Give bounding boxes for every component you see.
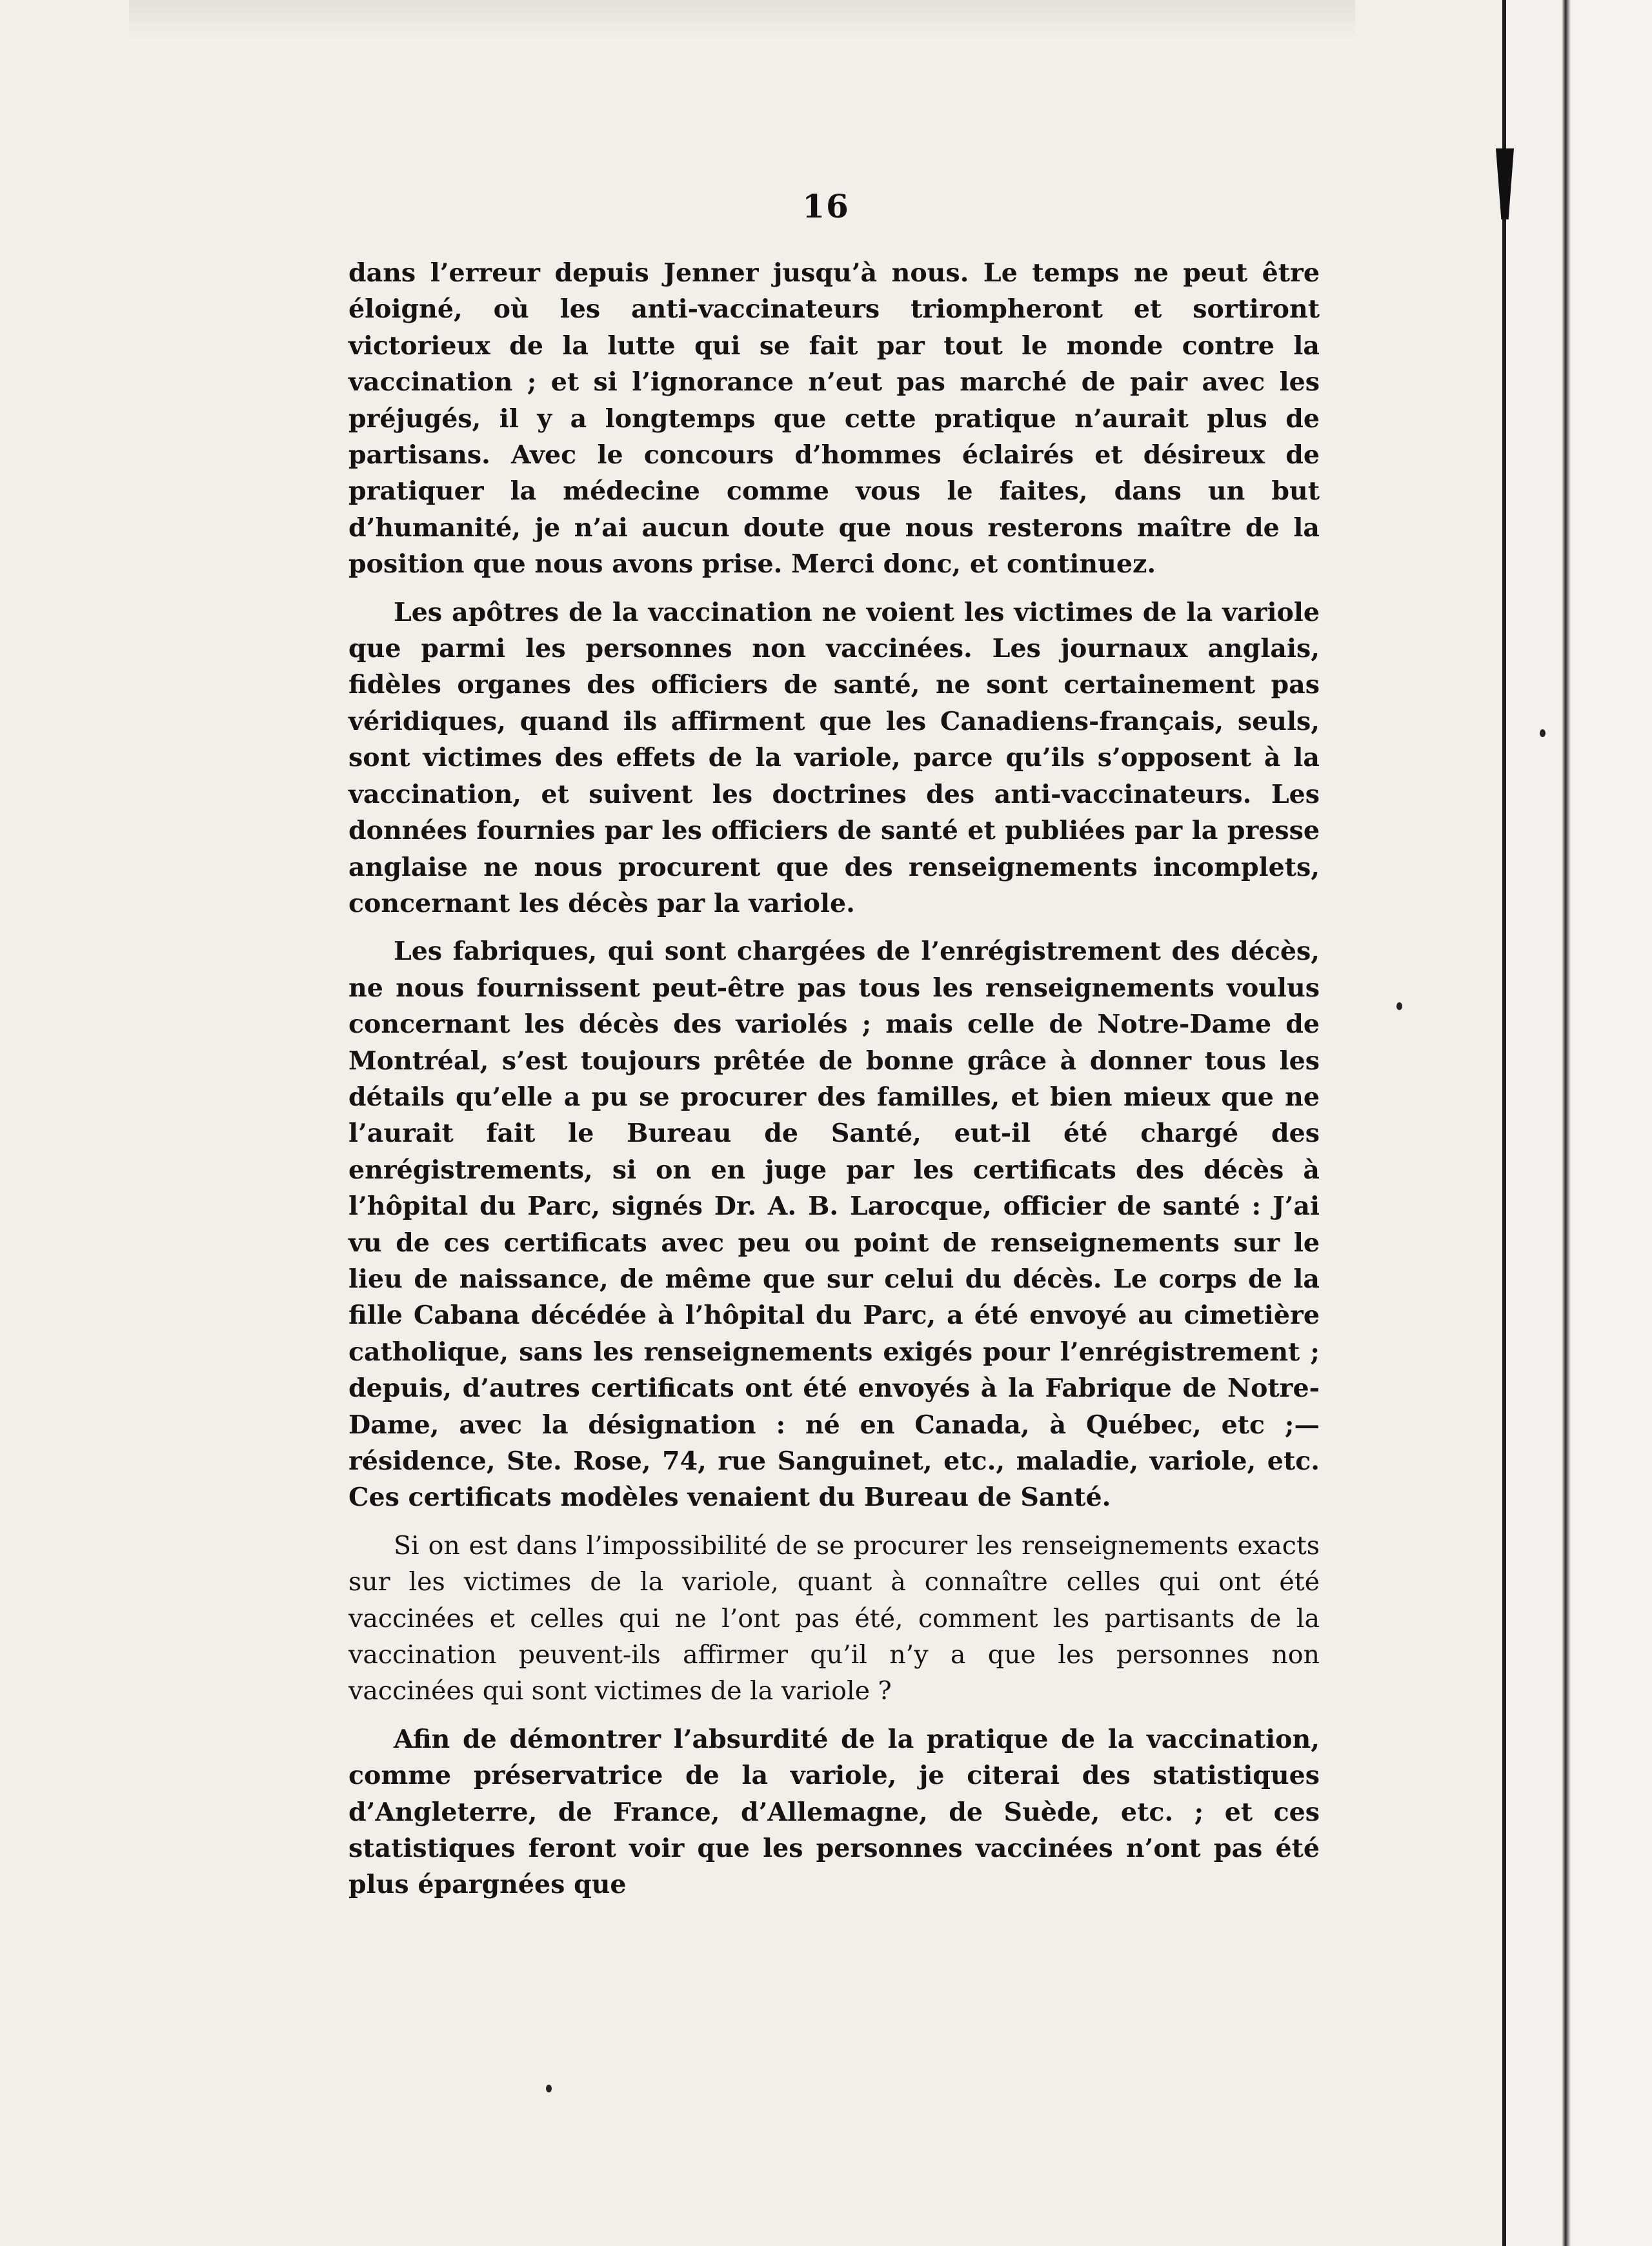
paragraph-1: dans l’erreur depuis Jenner jusqu’à nous. Le temps ne peut être éloigné, où les anti-vaccinateurs triompheront et sortiront victorieux de la lutte qui se fait par tout le monde contre la vaccination ; et si l’ignorance n’eut pas marché de pair avec les préjugés, il y a longtemps que cette pratique n’aurait plus de partisans. Avec le concours d’hommes éclairés et désireux de pratiquer la médecine comme vous le faites, dans un but d’humanité, je n’ai aucun doute que nous resterons maître de la position que nous avons prise. Merci donc, et continuez.	[348, 258, 1320, 580]
page-number: 16	[802, 187, 850, 225]
scan-shadow-top	[129, 0, 1355, 39]
paragraph-4: Si on est dans l’impossibilité de se procurer les renseignements exacts sur les victimes de la variole, quant à connaître celles qui ont été vaccinées et celles qui ne l’ont pas été, comment les partisants de la vaccination peuvent-ils affirmer qu’il n’y a que les personnes non vaccinées qui sont victimes de la variole ?	[348, 1530, 1320, 1706]
scan-speck	[1396, 1002, 1402, 1010]
paragraph-3: Les fabriques, qui sont chargées de l’enrégistrement des décès, ne nous fournissent peut-être pas tous les renseignements voulus concernant les décès des variolés ; mais celle de Notre-Dame de Montréal, s’est toujours prêtée de bonne grâce à donner tous les détails qu’elle a pu se procurer des familles, et bien mieux que ne l’aurait fait le Bureau de Santé, eut-il été chargé des enrégistrements, si on en juge par les certificats des décès à l’hôpital du Parc, signés Dr. A. B. Larocque, officier de santé : J’ai vu de ces certificats avec peu ou point de renseignements sur le lieu de naissance, de même que sur celui du décès. Le corps de la fille Cabana décédée à l’hôpital du Parc, a été envoyé au cimetière catholique, sans les renseignements exigés pour l’enrégistrement ; depuis, d’autres certificats ont été envoyés à la Fabrique de Notre-Dame, avec la désignation : né en Canada, à Québec, etc ;—résidence, Ste. Rose, 74, rue Sanguinet, etc., maladie, variole, etc. Ces certificats modèles venaient du Bureau de Santé.	[348, 936, 1320, 1513]
body-text	[348, 255, 1320, 1915]
page-edge-line	[1502, 0, 1506, 2246]
book-spine-edge	[1504, 0, 1652, 2246]
paragraph-5: Afin de démontrer l’absurdité de la pratique de la vaccination, comme préservatrice de la variole, je citerai des statistiques d’Angleterre, de France, d’Allemagne, de Suède, etc. ; et ces statistiques feront voir que les personnes vaccinées n’ont pas été plus épargnées que	[348, 1724, 1320, 1900]
scan-speck	[1540, 729, 1546, 737]
scan-speck	[546, 2085, 552, 2092]
paragraph-2: Les apôtres de la vaccination ne voient les victimes de la variole que parmi les personnes non vaccinées. Les journaux anglais, fidèles organes des officiers de santé, ne sont certainement pas véridiques, quand ils affirment que les Canadiens-français, seuls, sont victimes des effets de la variole, parce qu’ils s’opposent à la vaccination, et suivent les doctrines des anti-vaccinateurs. Les données fournies par les officiers de santé et publiées par la presse anglaise ne nous procurent que des renseignements incomplets, concernant les décès par la variole.	[348, 597, 1320, 918]
